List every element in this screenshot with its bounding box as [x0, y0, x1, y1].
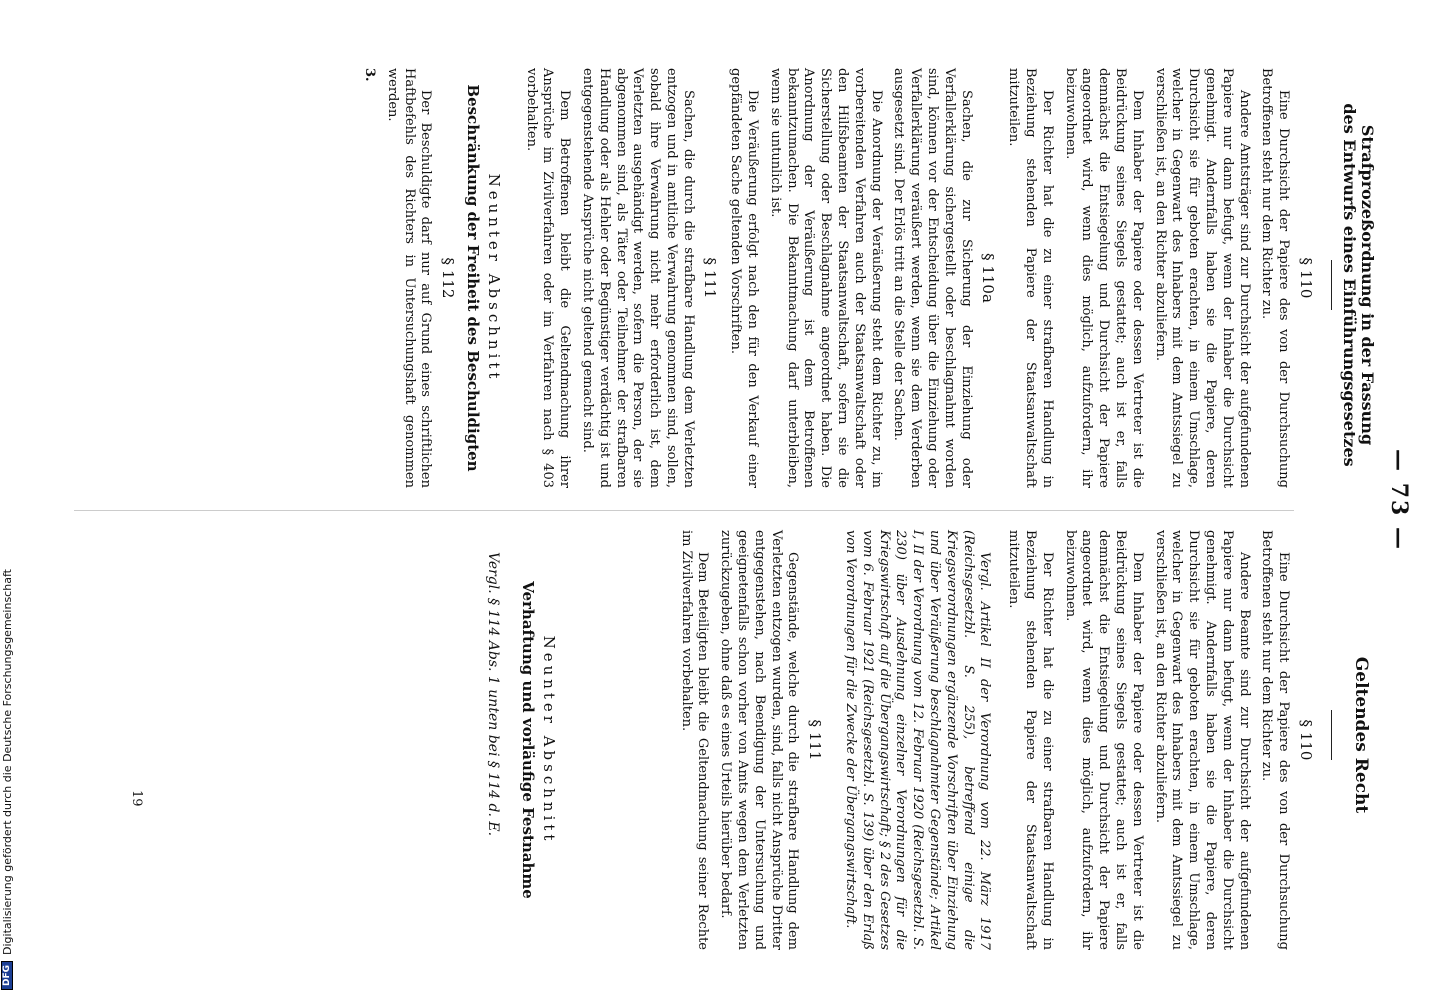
section-heading: § 111 [806, 719, 825, 761]
header-left: Strafprozeßordnung in der Fassung des Entwurfs eines Einführungsgesetzes [1340, 103, 1377, 467]
note: Vergl. Artikel II der Verordnung vom 22. März 1917 (Reichsgesetzbl. S. 255), betreffend einige die Kriegsverordnungen ergänzende Vorschriften über Einziehung und über Veräußerung beschlagnahmter Gegenstände; Artikel I, II der Verordnung vom 12. Februar 1920 (Reichsgesetzbl. S. 230) über Ausdehnung einzelner Verordnungen für die Kriegswirtschaft auf die Übergangswirtschaft; § 2 des Gesetzes vom 6. Februar 1921 (Reichsgesetzbl. S. 139) über den Erlaß von Verordnungen für die Zwecke der Übergangswirtschaft. [843, 530, 993, 950]
paragraph: Andere Amtsträger sind zur Durchsicht der aufgefundenen Papiere nur dann befugt, wenn der Inhaber die Durchsicht genehmigt. Andernfalls haben sie die Papiere, deren Durchsicht sie für geboten erachten, in einem Umschlage, welcher in Gegenwart des Inhabers mit dem Amtssiegel zu verschließen ist, an den Richter abzuliefern. [1152, 68, 1252, 488]
abschnitt-title: Verhaftung und vorläufige Festnahme [519, 581, 538, 899]
sheet-number: 19 [129, 790, 144, 807]
left-column [360, 68, 1322, 488]
paragraph: Sachen, die durch die strafbare Handlung dem Verletzten entzogen und in amtliche Verwahrung genommen sind, sollen, sobald ihre Verwahrung nicht mehr erforderlich ist, dem Verletzten ausgehändigt werden, sofern die Person, der sie abgenommen sind, als Täter oder Teilnehmer der strafbaren Handlung oder als Hehler oder Begünstiger verdächtig ist und entgegenstehende Ansprüche nicht geltend gemacht sind. [579, 68, 696, 488]
header-right: Geltendes Recht [1351, 656, 1371, 814]
abschnitt-label: Neunter Abschnitt [539, 635, 558, 845]
digitization-footer [0, 0, 14, 1000]
section-heading: § 111 [701, 257, 720, 299]
section-heading: § 110 [1297, 257, 1315, 299]
paragraph: Die Anordnung der Veräußerung steht dem Richter zu, im vorbereitenden Verfahren auch der Staatsanwaltschaft oder den Hilfsbeamten der Staatsanwaltschaft, sofern sie die Sicherstellung oder Beschlagnahme angeordnet haben. Die Anordnung der Veräußerung ist dem Betroffenen bekanntzumachen. Die Bekanntmachung darf unterbleiben, wenn sie untunlich ist. [767, 68, 884, 488]
header-right-rule [1331, 710, 1332, 760]
paragraph: Sachen, die zur Sicherung der Einziehung oder Verfallerklärung sichergestellt oder beschlagnahmt worden sind, können vor der Entscheidung über die Einziehung oder Verfallerklärung veräußert werden, wenn sie dem Verderben ausgesetzt sind. Der Erlös tritt an die Stelle der Sachen. [891, 68, 974, 488]
right-column [479, 530, 1322, 950]
footer-text: Digitalisierung gefördert durch die Deutsche Forschungsgemeinschaft [0, 569, 14, 955]
paragraph: Dem Inhaber der Papiere oder dessen Vertreter ist die Beidrückung seines Siegels gestattet; auch ist er, falls demnächst die Entsiegelung und Durchsicht der Papiere angeordnet wird, wenn dies möglich, aufzufordern, ihr beizuwohnen. [1062, 530, 1145, 950]
dfg-logo: DFG [1, 961, 13, 990]
paragraph: Gegenstände, welche durch die strafbare Handlung dem Verletzten entzogen wurden, sind, falls nicht Ansprüche Dritter entgegenstehen, nach Beendigung der Untersuchung und geeignetenfalls schon vorher von Amts wegen dem Verletzten zurückzugeben, ohne daß es eines Urteils hierüber bedarf. [718, 530, 801, 950]
note: Vergl. § 114 Abs. 1 unten bei § 114 d. E. [485, 552, 502, 837]
column-divider [74, 510, 1294, 511]
paragraph: Dem Beteiligten bleibt die Geltendmachung seiner Rechte im Zivilverfahren vorbehalten. [678, 530, 711, 950]
paragraph: Der Richter hat die zu einer strafbaren Handlung in Beziehung stehenden Papiere der Staatsanwaltschaft mitzuteilen. [1006, 530, 1055, 950]
paragraph: Der Beschuldigte darf nur auf Grund eines schriftlichen Haftbefehls des Richters in Untersuchungshaft genommen werden. [384, 68, 434, 488]
header-left-rule [1331, 260, 1332, 310]
paragraph: Eine Durchsicht der Papiere des von der Durchsuchung Betroffenen steht nur dem Richter zu. [1259, 530, 1292, 950]
signature-mark: 3. [361, 68, 377, 82]
paragraph: Dem Inhaber der Papiere oder dessen Vertreter ist die Beidrückung seines Siegels gestattet; auch ist er, falls demnächst die Entsiegelung und Durchsicht der Papiere angeordnet wird, wenn dies möglich, aufzufordern, ihr beizuwohnen. [1062, 68, 1145, 488]
paragraph: Die Veräußerung erfolgt nach den für den Verkauf einer gepfändeten Sache geltenden Vorschriften. [728, 68, 761, 488]
abschnitt-title: Beschränkung der Freiheit des Beschuldigten [463, 84, 482, 472]
paragraph: Dem Betroffenen bleibt die Geltendmachung ihrer Ansprüche im Zivilverfahren oder im Verfahren nach § 403 vorbehalten. [523, 68, 573, 488]
paragraph: Andere Beamte sind zur Durchsicht der aufgefundenen Papiere nur dann befugt, wenn der Inhaber die Durchsicht genehmigt. Andernfalls haben sie die Papiere, deren Durchsicht sie für geboten erachten, in einem Umschlage, welcher in Gegenwart des Inhabers mit dem Amtssiegel zu verschließen ist, an den Richter abzuliefern. [1152, 530, 1252, 950]
section-heading: § 110 [1297, 719, 1315, 761]
section-heading: § 112 [439, 257, 458, 299]
section-heading: § 110a [979, 253, 998, 303]
abschnitt-label: Neunter Abschnitt [484, 173, 503, 383]
paragraph: Eine Durchsicht der Papiere des von der Durchsuchung Betroffenen steht nur dem Richter zu. [1259, 68, 1292, 488]
paragraph: Der Richter hat die zu einer strafbaren Handlung in Beziehung stehenden Papiere der Staatsanwaltschaft mitzuteilen. [1006, 68, 1055, 488]
page-number: — 73 — [1386, 449, 1412, 551]
